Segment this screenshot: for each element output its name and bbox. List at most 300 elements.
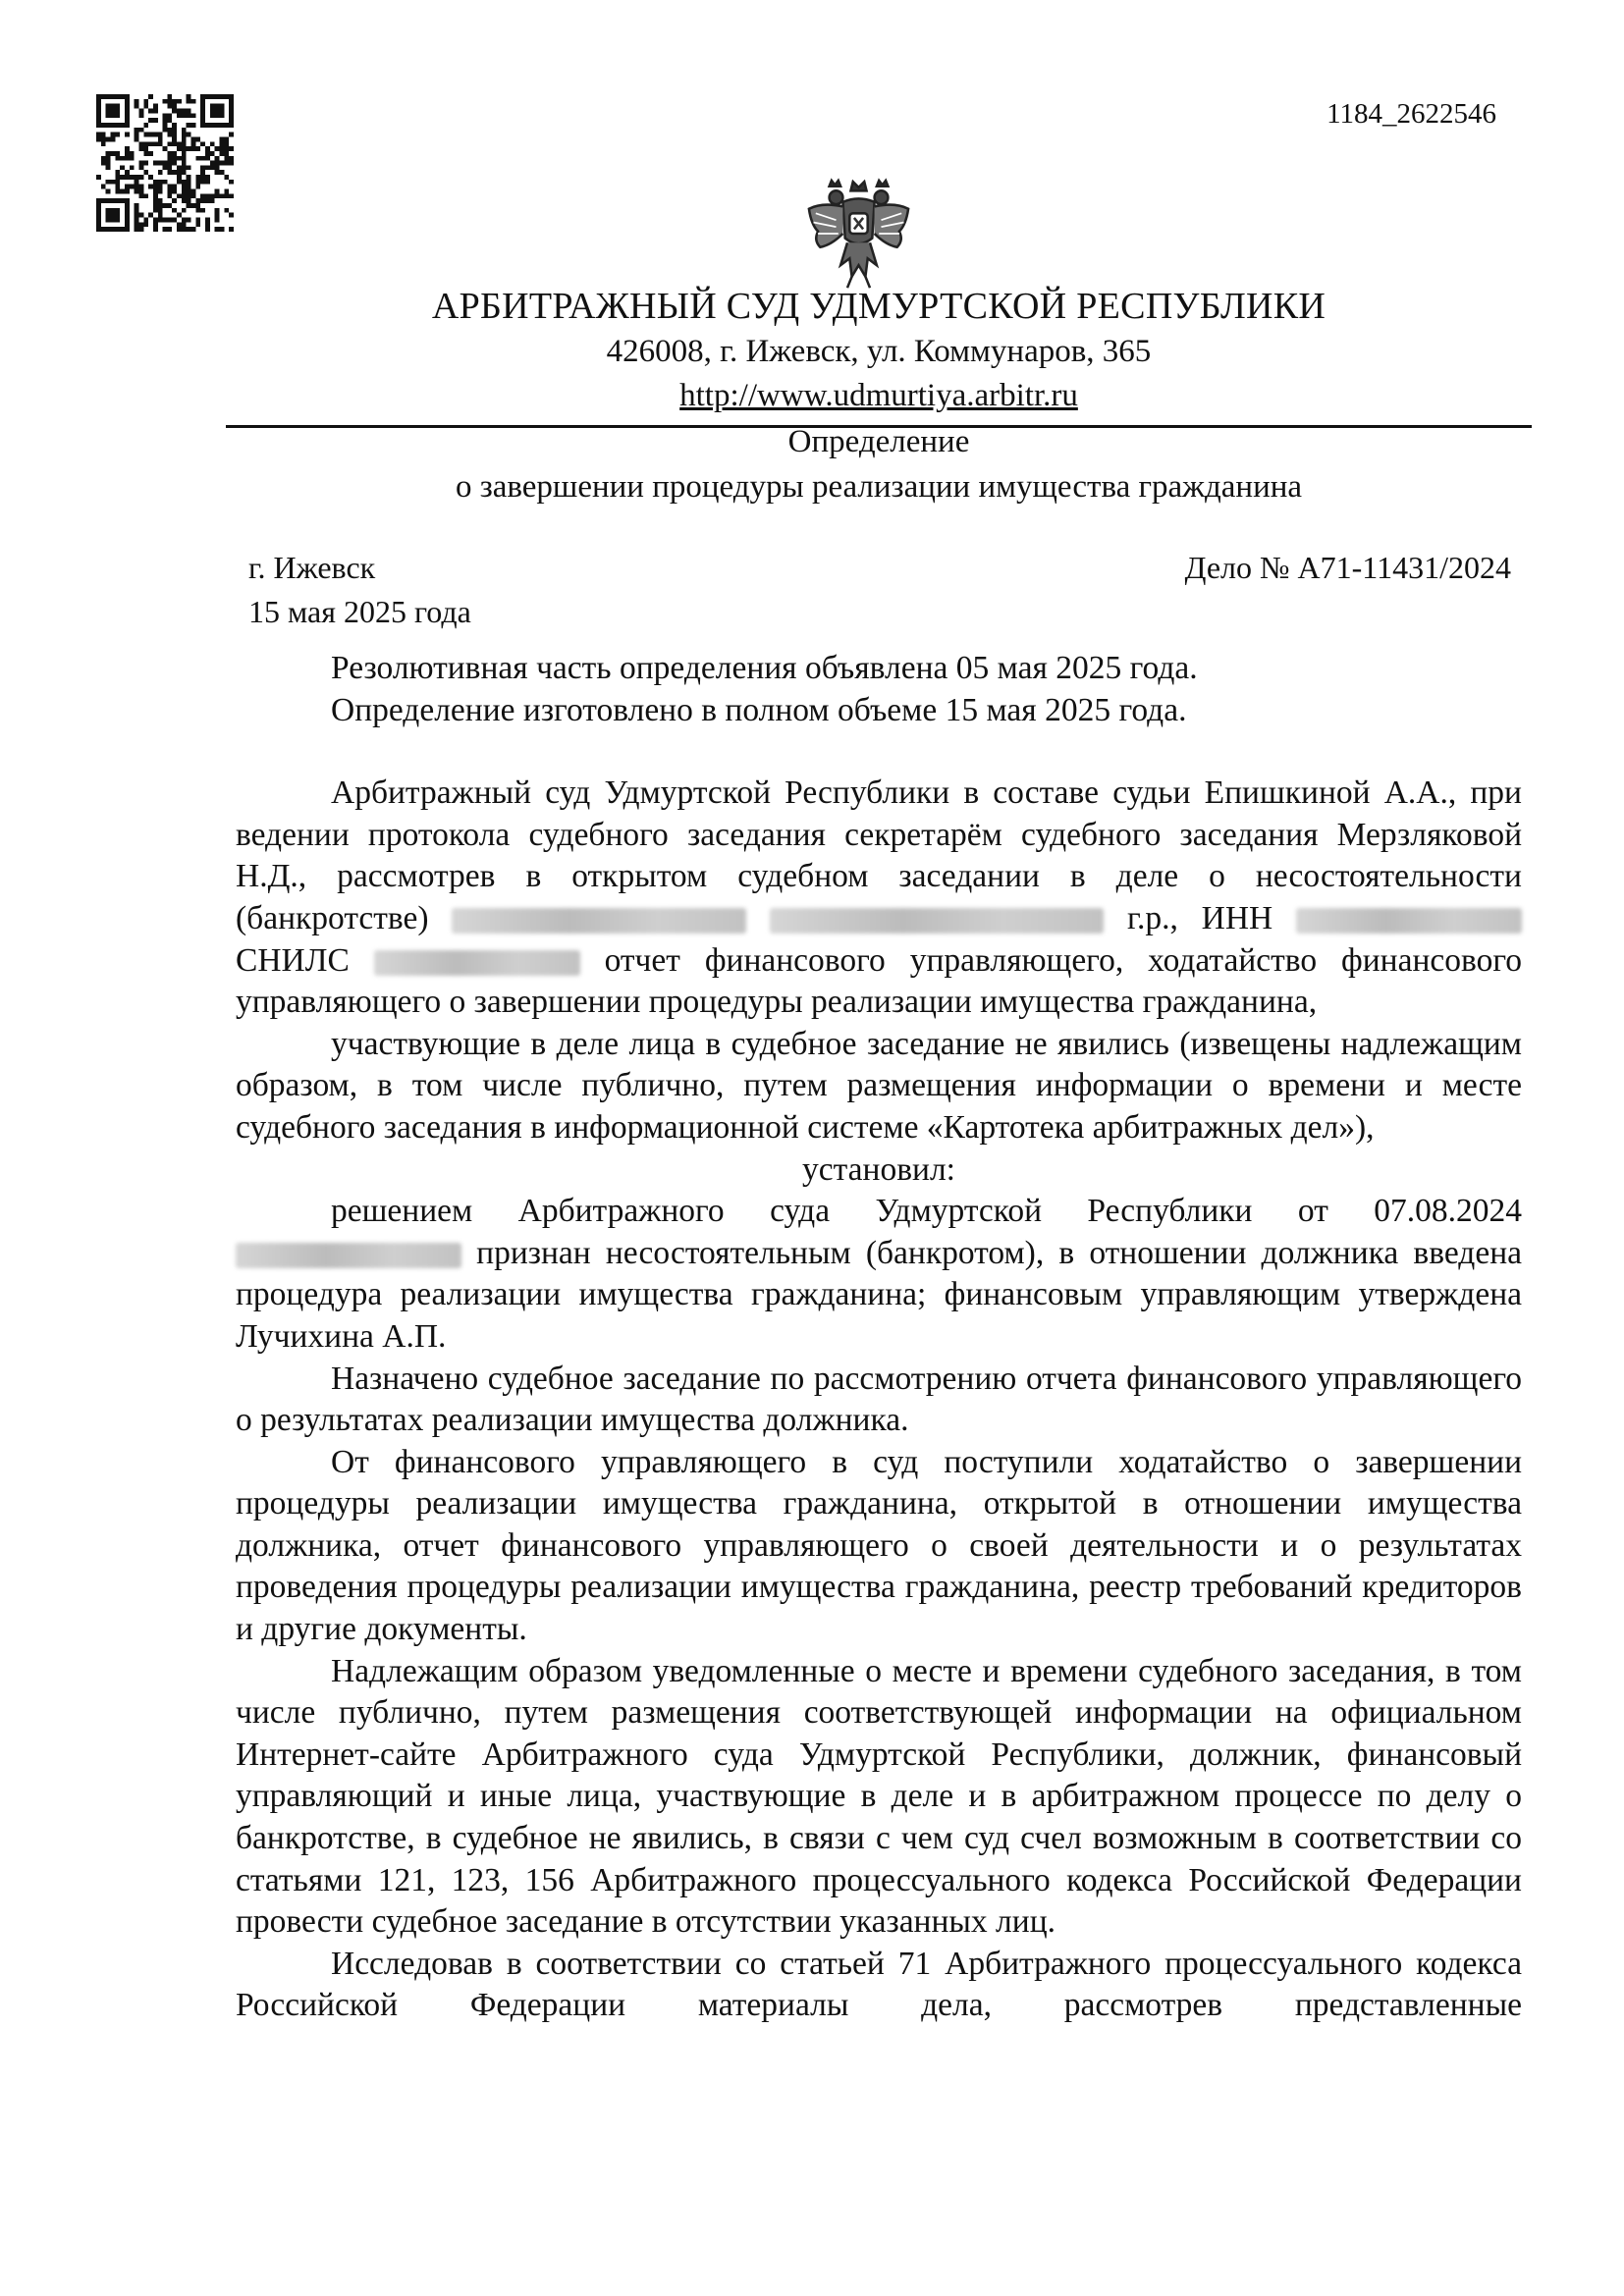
qr-module [125,133,130,137]
qr-module [115,113,120,118]
qr-module [182,161,187,166]
document-type: Определение [787,424,970,459]
qr-module [135,128,139,133]
section-heading: установил: [802,1150,955,1188]
qr-module [229,123,234,128]
qr-module [110,104,115,109]
qr-module [229,94,234,99]
qr-module [182,156,187,161]
qr-module [115,151,120,156]
qr-module [167,141,172,146]
qr-module [125,146,130,151]
qr-module [191,227,196,232]
qr-module [172,108,177,113]
qr-module [205,222,210,227]
qr-module [130,185,135,189]
qr-module [110,213,115,218]
qr-module [143,104,148,109]
qr-module [205,227,210,232]
qr-module [120,156,125,161]
qr-module [195,198,200,203]
qr-module [177,165,182,170]
qr-module [220,141,225,146]
qr-module [130,165,135,170]
qr-module [172,170,177,175]
qr-module [167,185,172,189]
paragraph: От финансового управляющего в суд поступили ходатайство о завершении процедуры реализации имущества гражданина, открытой в отношении имущества должника, отчет финансового управляющего о своей деятельности и о результатах проведения процедуры реализации имущества гражданина, реестр требований кредиторов и другие документы. [236,1443,1522,1648]
qr-module [167,165,172,170]
qr-module [191,189,196,194]
qr-module [200,123,205,128]
qr-module [172,136,177,141]
qr-module [143,170,148,175]
qr-module [220,136,225,141]
qr-module [200,108,205,113]
qr-module [115,133,120,137]
qr-module [182,128,187,133]
qr-module [187,94,191,99]
qr-module [172,185,177,189]
qr-module [220,94,225,99]
qr-module [200,165,205,170]
qr-module [120,227,125,232]
qr-module [182,165,187,170]
paragraph [236,1191,1522,1358]
qr-module [143,146,148,151]
qr-module [115,175,120,180]
qr-module [224,161,229,166]
qr-module [138,161,143,166]
qr-module [187,189,191,194]
qr-module [125,203,130,208]
qr-module [177,193,182,198]
qr-module [167,156,172,161]
qr-module [110,208,115,213]
qr-module [177,175,182,180]
qr-module [182,170,187,175]
qr-module [167,118,172,123]
qr-module [163,218,168,223]
qr-module [153,218,158,223]
qr-module [182,198,187,203]
qr-module [229,227,234,232]
qr-module [106,104,111,109]
qr-module [191,203,196,208]
qr-module [167,94,172,99]
qr-module [187,175,191,180]
qr-module [101,161,106,166]
qr-module [205,198,210,203]
qr-code [96,94,234,232]
qr-module [110,180,115,185]
qr-module [115,218,120,223]
qr-module [101,185,106,189]
paragraph-text: признан несостоятельным (банкротом), в отношении должника введена процедура реализации имущества гражданина; финансовым управляющим утверждена Лучихина А.П. [236,1234,1523,1355]
qr-module [163,180,168,185]
qr-module [187,146,191,151]
qr-module [106,213,111,218]
qr-module [110,218,115,223]
qr-module [195,203,200,208]
qr-module [229,213,234,218]
qr-module [229,180,234,185]
qr-module [191,146,196,151]
qr-module [125,208,130,213]
qr-module [125,227,130,232]
qr-module [215,227,220,232]
qr-module [106,94,111,99]
qr-module [187,203,191,208]
qr-module [125,189,130,194]
qr-module [115,108,120,113]
qr-module [182,151,187,156]
qr-module [163,146,168,151]
qr-module [229,156,234,161]
qr-module [177,227,182,232]
qr-module [172,128,177,133]
qr-module [115,189,120,194]
qr-module [200,156,205,161]
paragraph-text: отчет финансового управляющего, ходатайство финансового управляющего о завершении процедуры реализации имущества гражданина, [236,941,1522,1021]
paragraph: Исследовав в соответствии со статьей 71 Арбитражного процессуального кодекса Российской Федерации материалы дела, рассмотрев представленные [236,1945,1522,2024]
qr-module [138,189,143,194]
qr-module [138,213,143,218]
qr-module [158,208,163,213]
qr-module [153,193,158,198]
qr-module [220,227,225,232]
qr-module [115,213,120,218]
qr-module [101,136,106,141]
qr-module [96,99,101,104]
qr-module [158,136,163,141]
qr-module [167,151,172,156]
qr-module [220,108,225,113]
qr-module [167,170,172,175]
qr-module [106,227,111,232]
qr-module [167,104,172,109]
qr-module [224,189,229,194]
qr-module [130,175,135,180]
qr-module [229,113,234,118]
qr-module [205,151,210,156]
qr-module [172,99,177,104]
qr-module [220,104,225,109]
paragraph-text: СНИЛС [236,941,350,979]
qr-module [125,118,130,123]
qr-module [148,213,153,218]
qr-module [96,133,101,137]
qr-module [135,136,139,141]
qr-module [106,113,111,118]
document-subject: о завершении процедуры реализации имущества гражданина [455,469,1303,505]
qr-module [138,146,143,151]
qr-module [205,94,210,99]
qr-module [215,170,220,175]
qr-module [96,213,101,218]
qr-module [182,189,187,194]
qr-module [195,180,200,185]
qr-module [195,156,200,161]
qr-module [187,185,191,189]
qr-module [220,170,225,175]
qr-module [200,99,205,104]
qr-module [177,146,182,151]
qr-module [101,94,106,99]
qr-module [182,180,187,185]
qr-module [120,189,125,194]
qr-module [106,108,111,113]
qr-module [125,151,130,156]
qr-module [96,175,101,180]
qr-module [120,175,125,180]
qr-module [182,222,187,227]
qr-module [110,227,115,232]
qr-module [96,136,101,141]
qr-module [187,193,191,198]
qr-module [215,213,220,218]
qr-module [182,136,187,141]
qr-module [135,99,139,104]
qr-module [182,133,187,137]
paragraph: Надлежащим образом уведомленные о месте и времени судебного заседания, в том числе публично, путем размещения соответствующей информации на официальном Интернет-сайте Арбитражного суда Удмуртской Республики, должник, финансовый управляющий и иные лица, участвующие в деле и в арбитражном процессе по делу о банкротстве, в судебное не явились, в связи с чем суд счел возможным в соответствии со статьями 121, 123, 156 Арбитражного процессуального кодекса Российской Федерации провести судебное заседание в отсутствии указанных лиц. [236,1652,1522,1941]
qr-module [167,227,172,232]
qr-module [200,94,205,99]
qr-module [210,198,215,203]
qr-module [215,189,220,194]
qr-module [215,123,220,128]
qr-module [229,193,234,198]
qr-module [125,218,130,223]
qr-module [135,218,139,223]
qr-module [125,99,130,104]
qr-module [215,113,220,118]
qr-module [125,185,130,189]
paragraph: Резолютивная часть определения объявлена 05 мая 2025 года. [331,650,1198,686]
qr-module [135,185,139,189]
qr-module [153,118,158,123]
qr-module [96,118,101,123]
qr-module [182,108,187,113]
qr-module [125,170,130,175]
qr-module [195,136,200,141]
qr-module [101,133,106,137]
qr-module [187,113,191,118]
paragraph-text: Арбитражный суд Удмуртской Республики в составе судьи Епишкиной А.А., при ведении протокола судебного заседания секретарём судебного заседания Мерзляковой Н.Д., рассмотрев в открытом судебном заседании в деле о несостоятельности (банкротстве) [236,774,1522,936]
qr-module [177,170,182,175]
redacted-text [236,1243,461,1268]
qr-module [135,203,139,208]
qr-module [195,208,200,213]
qr-module [125,104,130,109]
case-number: Дело № А71-11431/2024 [1184,550,1511,585]
qr-module [167,128,172,133]
qr-module [224,175,229,180]
qr-module [220,151,225,156]
qr-module [224,136,229,141]
qr-module [120,165,125,170]
qr-module [148,151,153,156]
city: г. Ижевск [248,550,376,585]
qr-module [125,123,130,128]
paragraph-text: г.р., ИНН [1126,899,1273,936]
qr-module [229,161,234,166]
qr-module [110,94,115,99]
qr-module [143,141,148,146]
qr-module [205,175,210,180]
qr-module [195,146,200,151]
qr-module [110,151,115,156]
qr-module [182,113,187,118]
court-address: 426008, г. Ижевск, ул. Коммунаров, 365 [606,334,1152,369]
qr-module [191,141,196,146]
qr-module [135,222,139,227]
qr-module [96,222,101,227]
qr-module [177,113,182,118]
qr-module [229,108,234,113]
qr-module [187,99,191,104]
qr-module [210,165,215,170]
qr-module [125,156,130,161]
qr-module [224,94,229,99]
qr-module [167,113,172,118]
qr-module [158,213,163,218]
qr-module [182,218,187,223]
qr-module [167,203,172,208]
qr-module [115,170,120,175]
qr-module [210,94,215,99]
qr-module [177,180,182,185]
qr-module [148,94,153,99]
qr-module [135,104,139,109]
qr-module [177,108,182,113]
qr-module [135,208,139,213]
qr-module [148,175,153,180]
qr-module [158,161,163,166]
qr-module [220,123,225,128]
qr-module [96,123,101,128]
qr-module [125,213,130,218]
qr-module [153,189,158,194]
qr-module [143,151,148,156]
qr-module [163,203,168,208]
qr-module [101,156,106,161]
qr-module [143,218,148,223]
qr-module [143,222,148,227]
qr-module [210,151,215,156]
qr-module [138,193,143,198]
qr-module [106,208,111,213]
qr-module [96,208,101,213]
qr-module [195,175,200,180]
paragraph [236,773,1522,1024]
qr-module [210,141,215,146]
document-date: 15 мая 2025 года [248,594,471,629]
qr-module [191,136,196,141]
qr-module [172,208,177,213]
qr-module [187,227,191,232]
qr-module [205,165,210,170]
qr-module [120,123,125,128]
qr-module [163,118,168,123]
qr-module [224,123,229,128]
qr-module [106,189,111,194]
qr-module [138,108,143,113]
qr-module [220,113,225,118]
qr-module [153,203,158,208]
qr-module [101,123,106,128]
qr-module [96,94,101,99]
qr-module [177,156,182,161]
qr-module [106,156,111,161]
qr-module [110,198,115,203]
qr-module [229,133,234,137]
qr-module [153,227,158,232]
qr-module [143,99,148,104]
qr-module [115,156,120,161]
qr-module [158,218,163,223]
qr-module [195,218,200,223]
qr-module [138,222,143,227]
qr-module [215,165,220,170]
qr-module [125,108,130,113]
qr-module [96,218,101,223]
qr-module [153,180,158,185]
qr-module [153,161,158,166]
qr-module [148,141,153,146]
qr-module [191,123,196,128]
qr-module [115,185,120,189]
qr-module [106,151,111,156]
qr-module [205,156,210,161]
qr-module [158,141,163,146]
qr-module [115,123,120,128]
qr-module [172,161,177,166]
qr-module [135,175,139,180]
qr-module [200,113,205,118]
qr-module [101,227,106,232]
qr-module [163,128,168,133]
qr-module [172,104,177,109]
qr-module [210,123,215,128]
qr-module [101,141,106,146]
qr-module [135,189,139,194]
qr-module [153,208,158,213]
qr-module [191,99,196,104]
qr-module [215,218,220,223]
court-website-link[interactable]: http://www.udmurtiya.arbitr.ru [679,378,1078,413]
qr-module [158,198,163,203]
qr-module [182,185,187,189]
qr-module [143,123,148,128]
qr-module [125,198,130,203]
qr-module [220,161,225,166]
qr-module [110,123,115,128]
qr-module [158,170,163,175]
qr-module [125,222,130,227]
qr-module [158,189,163,194]
paragraph: участвующие в деле лица в судебное заседание не явились (извещены надлежащим образом, в том числе публично, путем размещения информации о времени и месте судебного заседания в информационной системе «Картотека арбитражных дел»), [236,1025,1522,1146]
qr-module [135,180,139,185]
spacer [236,731,1522,773]
qr-module [187,165,191,170]
qr-module [177,213,182,218]
qr-module [158,133,163,137]
qr-module [143,161,148,166]
qr-module [110,133,115,137]
qr-module [96,198,101,203]
qr-module [220,193,225,198]
qr-module [125,113,130,118]
